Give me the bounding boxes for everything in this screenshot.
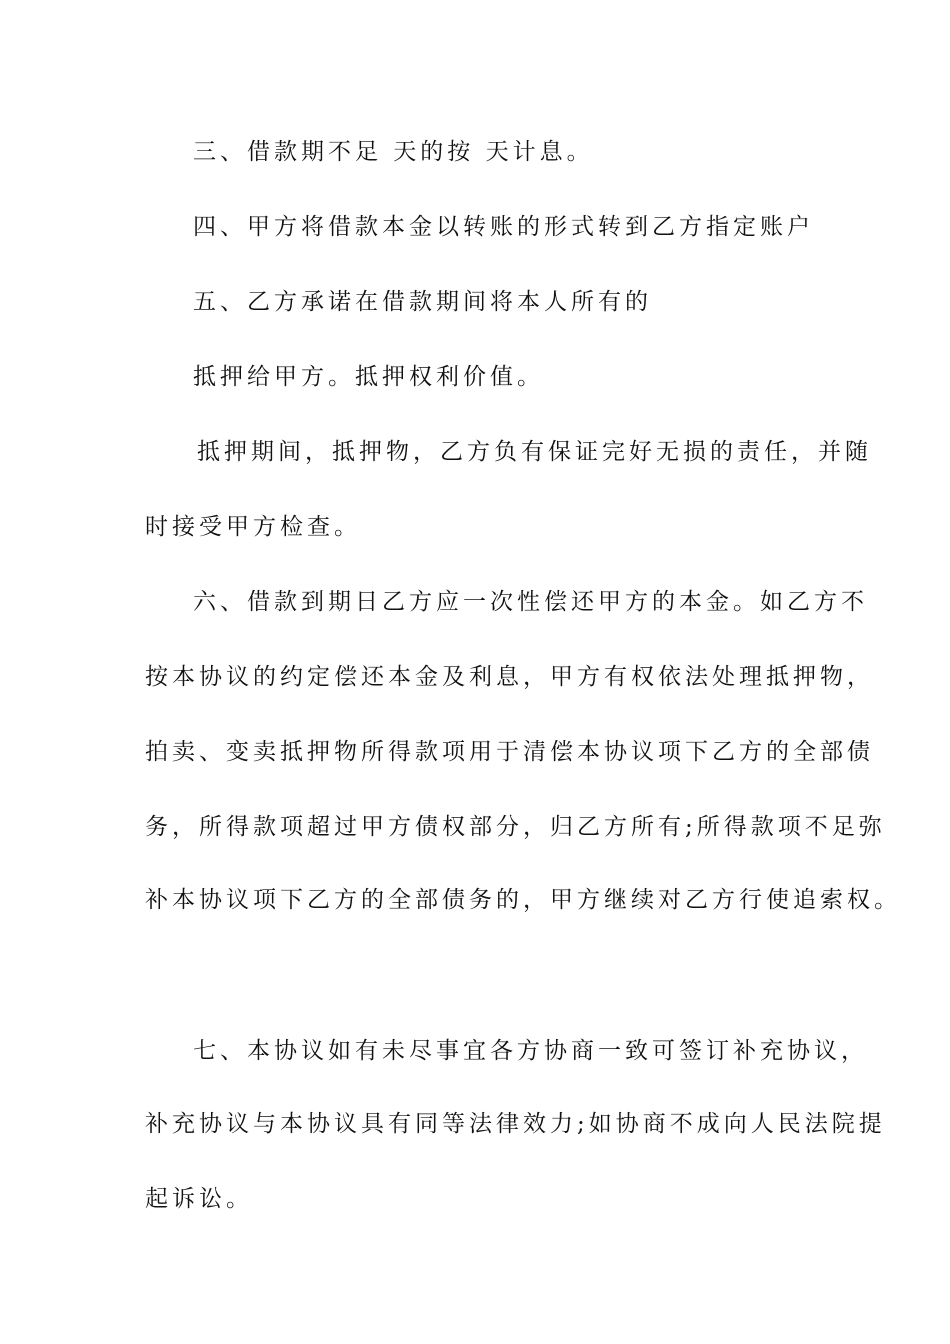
clause-5-pledge-line: 抵押给甲方。抵押权利价值。 bbox=[193, 364, 544, 390]
clause-6-line-5: 补本协议项下乙方的全部债务的，甲方继续对乙方行使追索权。 bbox=[145, 887, 901, 913]
clause-3-text: 三、借款期不足 天的按 天计息。 bbox=[193, 139, 594, 165]
clause-7-line-2: 补充协议与本协议具有同等法律效力;如协商不成向人民法院提 bbox=[145, 1111, 886, 1137]
clause-5-text: 五、乙方承诺在借款期间将本人所有的 bbox=[193, 289, 652, 315]
pledge-period-line-1: 抵押期间，抵押物，乙方负有保证完好无损的责任，并随 bbox=[197, 439, 872, 465]
clause-6-line-4: 务，所得款项超过甲方债权部分，归乙方所有;所得款项不足弥 bbox=[145, 814, 886, 840]
clause-7-line-3: 起诉讼。 bbox=[145, 1186, 253, 1212]
clause-4-text: 四、甲方将借款本金以转账的形式转到乙方指定账户 bbox=[193, 214, 814, 240]
clause-6-line-1: 六、借款到期日乙方应一次性偿还甲方的本金。如乙方不 bbox=[193, 589, 868, 615]
pledge-period-line-2: 时接受甲方检查。 bbox=[145, 514, 361, 540]
clause-6-line-2: 按本协议的约定偿还本金及利息，甲方有权依法处理抵押物， bbox=[145, 664, 874, 690]
clause-6-line-3: 拍卖、变卖抵押物所得款项用于清偿本协议项下乙方的全部债 bbox=[145, 739, 874, 765]
clause-7-line-1: 七、本协议如有未尽事宜各方协商一致可签订补充协议， bbox=[193, 1038, 868, 1064]
